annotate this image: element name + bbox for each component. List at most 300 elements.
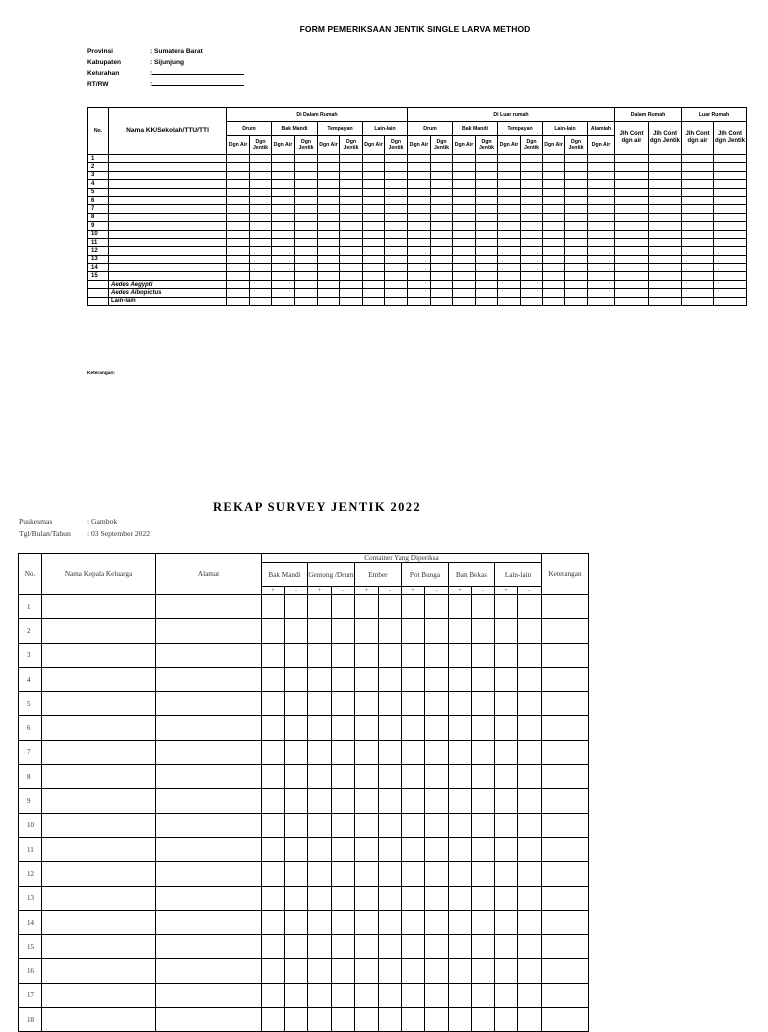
empty-cell xyxy=(408,247,431,255)
empty-cell xyxy=(318,238,340,246)
row-number: 5 xyxy=(19,692,42,716)
empty-cell xyxy=(285,643,308,667)
empty-cell xyxy=(425,667,449,691)
minus-col: - xyxy=(285,587,308,595)
empty-cell xyxy=(318,163,340,171)
meta-value: : 03 September 2022 xyxy=(87,529,151,538)
empty-cell xyxy=(449,983,472,1007)
empty-cell xyxy=(498,247,521,255)
empty-cell xyxy=(227,171,250,179)
empty-cell xyxy=(318,247,340,255)
empty-cell xyxy=(318,180,340,188)
empty-cell xyxy=(402,595,425,619)
empty-cell xyxy=(615,255,649,263)
empty-cell xyxy=(308,935,332,959)
form1-note: Keterangan: xyxy=(87,371,115,376)
empty-cell xyxy=(285,716,308,740)
empty-cell xyxy=(308,667,332,691)
empty-cell xyxy=(262,765,285,789)
empty-cell xyxy=(682,188,714,196)
empty-cell xyxy=(250,155,272,163)
empty-cell xyxy=(431,255,453,263)
empty-cell xyxy=(355,643,379,667)
empty-cell xyxy=(542,789,589,813)
meta-row xyxy=(19,528,150,539)
empty-cell xyxy=(495,619,518,643)
empty-cell xyxy=(476,297,498,305)
empty-cell xyxy=(272,272,295,280)
empty-cell xyxy=(649,264,682,272)
empty-cell xyxy=(453,230,476,238)
empty-cell xyxy=(518,667,542,691)
empty-cell xyxy=(453,264,476,272)
empty-cell xyxy=(363,280,385,288)
empty-cell xyxy=(379,765,402,789)
sub-dgn-jentik: Dgn Jentik xyxy=(250,136,272,155)
empty-cell xyxy=(156,765,262,789)
empty-cell xyxy=(565,255,588,263)
empty-cell xyxy=(649,171,682,179)
empty-cell xyxy=(476,188,498,196)
empty-cell xyxy=(262,716,285,740)
empty-cell xyxy=(262,595,285,619)
empty-cell xyxy=(285,619,308,643)
row-number: 8 xyxy=(19,765,42,789)
empty-cell xyxy=(714,155,747,163)
empty-cell xyxy=(318,264,340,272)
plus-col: + xyxy=(402,587,425,595)
empty-cell xyxy=(498,230,521,238)
empty-cell xyxy=(355,862,379,886)
empty-cell xyxy=(318,171,340,179)
empty-cell xyxy=(495,983,518,1007)
empty-cell xyxy=(285,667,308,691)
table-row xyxy=(88,264,747,272)
empty-cell xyxy=(42,983,156,1007)
empty-cell xyxy=(649,213,682,221)
table-row xyxy=(88,171,747,179)
sub-dgn-jentik: Dgn Jentik xyxy=(385,136,408,155)
empty-cell xyxy=(449,813,472,837)
empty-cell xyxy=(250,180,272,188)
table-row xyxy=(88,247,747,255)
sub-dgn-jentik: Dgn Jentik xyxy=(565,136,588,155)
empty-cell xyxy=(227,230,250,238)
row-number: 10 xyxy=(19,813,42,837)
empty-cell xyxy=(425,716,449,740)
empty-cell xyxy=(449,643,472,667)
empty-cell xyxy=(227,163,250,171)
empty-cell xyxy=(615,289,649,297)
empty-cell xyxy=(156,643,262,667)
empty-cell xyxy=(565,230,588,238)
empty-cell xyxy=(425,619,449,643)
empty-cell xyxy=(682,213,714,221)
empty-cell xyxy=(521,163,543,171)
empty-cell xyxy=(250,213,272,221)
empty-cell xyxy=(542,886,589,910)
empty-cell xyxy=(318,280,340,288)
empty-cell xyxy=(495,910,518,934)
empty-cell xyxy=(363,230,385,238)
empty-cell xyxy=(682,155,714,163)
row-number: 6 xyxy=(88,196,109,204)
empty-cell xyxy=(385,180,408,188)
meta-value: : xyxy=(150,81,153,88)
empty-cell xyxy=(355,910,379,934)
empty-cell xyxy=(543,213,565,221)
table-row xyxy=(19,765,589,789)
empty-cell xyxy=(588,213,615,221)
empty-cell xyxy=(227,196,250,204)
empty-cell xyxy=(332,837,355,861)
empty-cell xyxy=(498,289,521,297)
empty-cell xyxy=(453,272,476,280)
container-col: Pot Bunga xyxy=(402,563,449,587)
empty-cell xyxy=(156,813,262,837)
empty-cell xyxy=(385,205,408,213)
empty-cell xyxy=(42,886,156,910)
empty-cell xyxy=(408,188,431,196)
empty-cell xyxy=(521,196,543,204)
minus-col: - xyxy=(472,587,495,595)
empty-cell xyxy=(340,180,363,188)
empty-cell xyxy=(476,213,498,221)
empty-cell xyxy=(521,230,543,238)
empty-cell xyxy=(615,213,649,221)
empty-cell xyxy=(402,1008,425,1032)
empty-cell xyxy=(340,222,363,230)
empty-cell xyxy=(472,765,495,789)
empty-cell xyxy=(227,280,250,288)
empty-cell xyxy=(714,180,747,188)
meta-label: Kabupaten xyxy=(87,59,122,66)
empty-cell xyxy=(332,740,355,764)
empty-cell xyxy=(332,959,355,983)
empty-cell xyxy=(385,155,408,163)
empty-cell xyxy=(363,213,385,221)
empty-cell xyxy=(340,230,363,238)
empty-cell xyxy=(498,171,521,179)
empty-cell xyxy=(42,862,156,886)
empty-cell xyxy=(285,935,308,959)
sum-dalam-jentik: Jlh Cont dgn Jentik xyxy=(649,122,682,155)
sum-dalam-air: Jlh Cont dgn air xyxy=(615,122,649,155)
empty-cell xyxy=(449,595,472,619)
row-number: 2 xyxy=(88,163,109,171)
sum-luar-jentik: Jlh Cont dgn Jentik xyxy=(714,122,747,155)
empty-cell xyxy=(476,280,498,288)
empty-cell xyxy=(498,188,521,196)
empty-cell xyxy=(714,188,747,196)
empty-cell xyxy=(543,205,565,213)
empty-cell xyxy=(262,667,285,691)
row-number: 9 xyxy=(88,222,109,230)
empty-cell xyxy=(227,272,250,280)
empty-cell xyxy=(431,238,453,246)
empty-cell xyxy=(318,213,340,221)
empty-cell xyxy=(543,163,565,171)
table-row xyxy=(19,837,589,861)
sub-dgn-air: Dgn Air xyxy=(227,136,250,155)
empty-cell xyxy=(453,163,476,171)
empty-cell xyxy=(272,222,295,230)
empty-cell xyxy=(272,205,295,213)
empty-cell xyxy=(565,155,588,163)
empty-cell xyxy=(472,667,495,691)
empty-cell xyxy=(682,264,714,272)
empty-cell xyxy=(521,171,543,179)
empty-cell xyxy=(227,180,250,188)
sub-dgn-air: Dgn Air xyxy=(453,136,476,155)
empty-cell xyxy=(379,910,402,934)
empty-cell xyxy=(588,247,615,255)
empty-cell xyxy=(42,667,156,691)
empty-cell xyxy=(543,230,565,238)
empty-cell xyxy=(565,280,588,288)
empty-cell xyxy=(542,862,589,886)
row-number: 13 xyxy=(19,886,42,910)
empty-cell xyxy=(498,205,521,213)
empty-cell xyxy=(431,297,453,305)
empty-cell xyxy=(543,255,565,263)
empty-cell xyxy=(379,789,402,813)
empty-cell xyxy=(649,180,682,188)
empty-cell xyxy=(340,264,363,272)
empty-cell xyxy=(615,180,649,188)
empty-cell xyxy=(262,1008,285,1032)
empty-cell xyxy=(262,886,285,910)
empty-cell xyxy=(285,886,308,910)
empty-cell xyxy=(156,983,262,1007)
empty-cell xyxy=(285,789,308,813)
empty-cell xyxy=(518,643,542,667)
empty-cell xyxy=(682,272,714,280)
table-row xyxy=(88,205,747,213)
empty-cell xyxy=(498,272,521,280)
empty-cell xyxy=(308,959,332,983)
meta-value: : Gambok xyxy=(87,517,118,526)
empty-cell xyxy=(88,280,109,288)
row-number: 12 xyxy=(19,862,42,886)
empty-cell xyxy=(588,163,615,171)
empty-cell xyxy=(542,619,589,643)
empty-cell xyxy=(272,280,295,288)
empty-cell xyxy=(272,196,295,204)
empty-cell xyxy=(472,789,495,813)
empty-cell xyxy=(408,196,431,204)
empty-cell xyxy=(682,289,714,297)
empty-cell xyxy=(42,813,156,837)
empty-cell xyxy=(542,740,589,764)
empty-cell xyxy=(472,983,495,1007)
empty-cell xyxy=(714,255,747,263)
row-number: 13 xyxy=(88,255,109,263)
group-luar: Di Luar rumah xyxy=(408,108,615,122)
empty-cell xyxy=(472,692,495,716)
empty-cell xyxy=(385,238,408,246)
empty-cell xyxy=(431,289,453,297)
empty-cell xyxy=(495,765,518,789)
minus-col: - xyxy=(425,587,449,595)
empty-cell xyxy=(363,289,385,297)
empty-cell xyxy=(272,155,295,163)
empty-cell xyxy=(714,247,747,255)
empty-cell xyxy=(682,297,714,305)
empty-cell xyxy=(682,205,714,213)
empty-cell xyxy=(340,155,363,163)
meta-value: : Sumatera Barat xyxy=(150,48,203,55)
table-row xyxy=(19,667,589,691)
table-row xyxy=(19,1008,589,1032)
empty-cell xyxy=(472,740,495,764)
empty-cell xyxy=(472,619,495,643)
row-number: 3 xyxy=(88,171,109,179)
empty-cell xyxy=(340,163,363,171)
empty-cell xyxy=(472,1008,495,1032)
empty-cell xyxy=(453,280,476,288)
row-nama xyxy=(109,272,227,280)
empty-cell xyxy=(227,247,250,255)
empty-cell xyxy=(649,222,682,230)
empty-cell xyxy=(340,188,363,196)
empty-cell xyxy=(425,862,449,886)
empty-cell xyxy=(227,155,250,163)
empty-cell xyxy=(714,280,747,288)
empty-cell xyxy=(476,289,498,297)
empty-cell xyxy=(543,188,565,196)
empty-cell xyxy=(318,196,340,204)
empty-cell xyxy=(262,813,285,837)
empty-cell xyxy=(332,886,355,910)
empty-cell xyxy=(285,740,308,764)
empty-cell xyxy=(649,238,682,246)
empty-cell xyxy=(476,272,498,280)
table-row xyxy=(88,238,747,246)
empty-cell xyxy=(363,205,385,213)
sub-drum: Drum xyxy=(408,122,453,136)
empty-cell xyxy=(649,205,682,213)
empty-cell xyxy=(498,155,521,163)
meta-value: : Sijunjung xyxy=(150,59,185,66)
row-number: 11 xyxy=(88,238,109,246)
col-keterangan: Keterangan xyxy=(542,554,589,595)
empty-cell xyxy=(449,1008,472,1032)
empty-cell xyxy=(250,163,272,171)
table-row xyxy=(88,180,747,188)
empty-cell xyxy=(340,213,363,221)
empty-cell xyxy=(318,255,340,263)
empty-cell xyxy=(332,692,355,716)
empty-cell xyxy=(498,213,521,221)
empty-cell xyxy=(363,272,385,280)
empty-cell xyxy=(408,280,431,288)
empty-cell xyxy=(565,163,588,171)
empty-cell xyxy=(385,222,408,230)
table-row xyxy=(88,272,747,280)
empty-cell xyxy=(42,740,156,764)
row-number: 8 xyxy=(88,213,109,221)
empty-cell xyxy=(308,619,332,643)
empty-cell xyxy=(156,1008,262,1032)
empty-cell xyxy=(453,171,476,179)
empty-cell xyxy=(363,264,385,272)
empty-cell xyxy=(453,222,476,230)
empty-cell xyxy=(402,837,425,861)
empty-cell xyxy=(385,230,408,238)
empty-cell xyxy=(682,255,714,263)
form1-title: FORM PEMERIKSAAN JENTIK SINGLE LARVA METHOD xyxy=(299,24,531,34)
row-nama xyxy=(109,264,227,272)
empty-cell xyxy=(363,180,385,188)
empty-cell xyxy=(714,289,747,297)
empty-cell xyxy=(272,247,295,255)
empty-cell xyxy=(425,983,449,1007)
empty-cell xyxy=(385,247,408,255)
meta-row xyxy=(87,57,184,68)
row-nama xyxy=(109,155,227,163)
empty-cell xyxy=(385,280,408,288)
empty-cell xyxy=(476,230,498,238)
row-number: 7 xyxy=(88,205,109,213)
empty-cell xyxy=(518,813,542,837)
form2-title: REKAP SURVEY JENTIK 2022 xyxy=(213,500,422,514)
empty-cell xyxy=(588,297,615,305)
empty-cell xyxy=(543,272,565,280)
empty-cell xyxy=(495,740,518,764)
empty-cell xyxy=(649,255,682,263)
empty-cell xyxy=(542,837,589,861)
empty-cell xyxy=(385,255,408,263)
row-number: 10 xyxy=(88,230,109,238)
empty-cell xyxy=(402,619,425,643)
empty-cell xyxy=(250,255,272,263)
empty-cell xyxy=(714,171,747,179)
empty-cell xyxy=(408,255,431,263)
empty-cell xyxy=(425,595,449,619)
empty-cell xyxy=(250,196,272,204)
empty-cell xyxy=(449,959,472,983)
empty-cell xyxy=(565,188,588,196)
empty-cell xyxy=(262,862,285,886)
empty-cell xyxy=(495,667,518,691)
blank-line xyxy=(152,68,244,75)
row-number: 11 xyxy=(19,837,42,861)
empty-cell xyxy=(565,247,588,255)
empty-cell xyxy=(449,935,472,959)
empty-cell xyxy=(476,205,498,213)
container-col: Ban Bekas xyxy=(449,563,495,587)
empty-cell xyxy=(649,188,682,196)
meta-row xyxy=(87,79,244,90)
row-number: 5 xyxy=(88,188,109,196)
container-col: Ember xyxy=(355,563,402,587)
empty-cell xyxy=(363,188,385,196)
empty-cell xyxy=(332,619,355,643)
empty-cell xyxy=(308,692,332,716)
row-number: 4 xyxy=(88,180,109,188)
empty-cell xyxy=(308,595,332,619)
empty-cell xyxy=(355,837,379,861)
empty-cell xyxy=(262,740,285,764)
empty-cell xyxy=(649,230,682,238)
empty-cell xyxy=(615,171,649,179)
empty-cell xyxy=(518,959,542,983)
sub-lain: Lain-lain xyxy=(363,122,408,136)
empty-cell xyxy=(521,205,543,213)
empty-cell xyxy=(649,280,682,288)
empty-cell xyxy=(714,205,747,213)
